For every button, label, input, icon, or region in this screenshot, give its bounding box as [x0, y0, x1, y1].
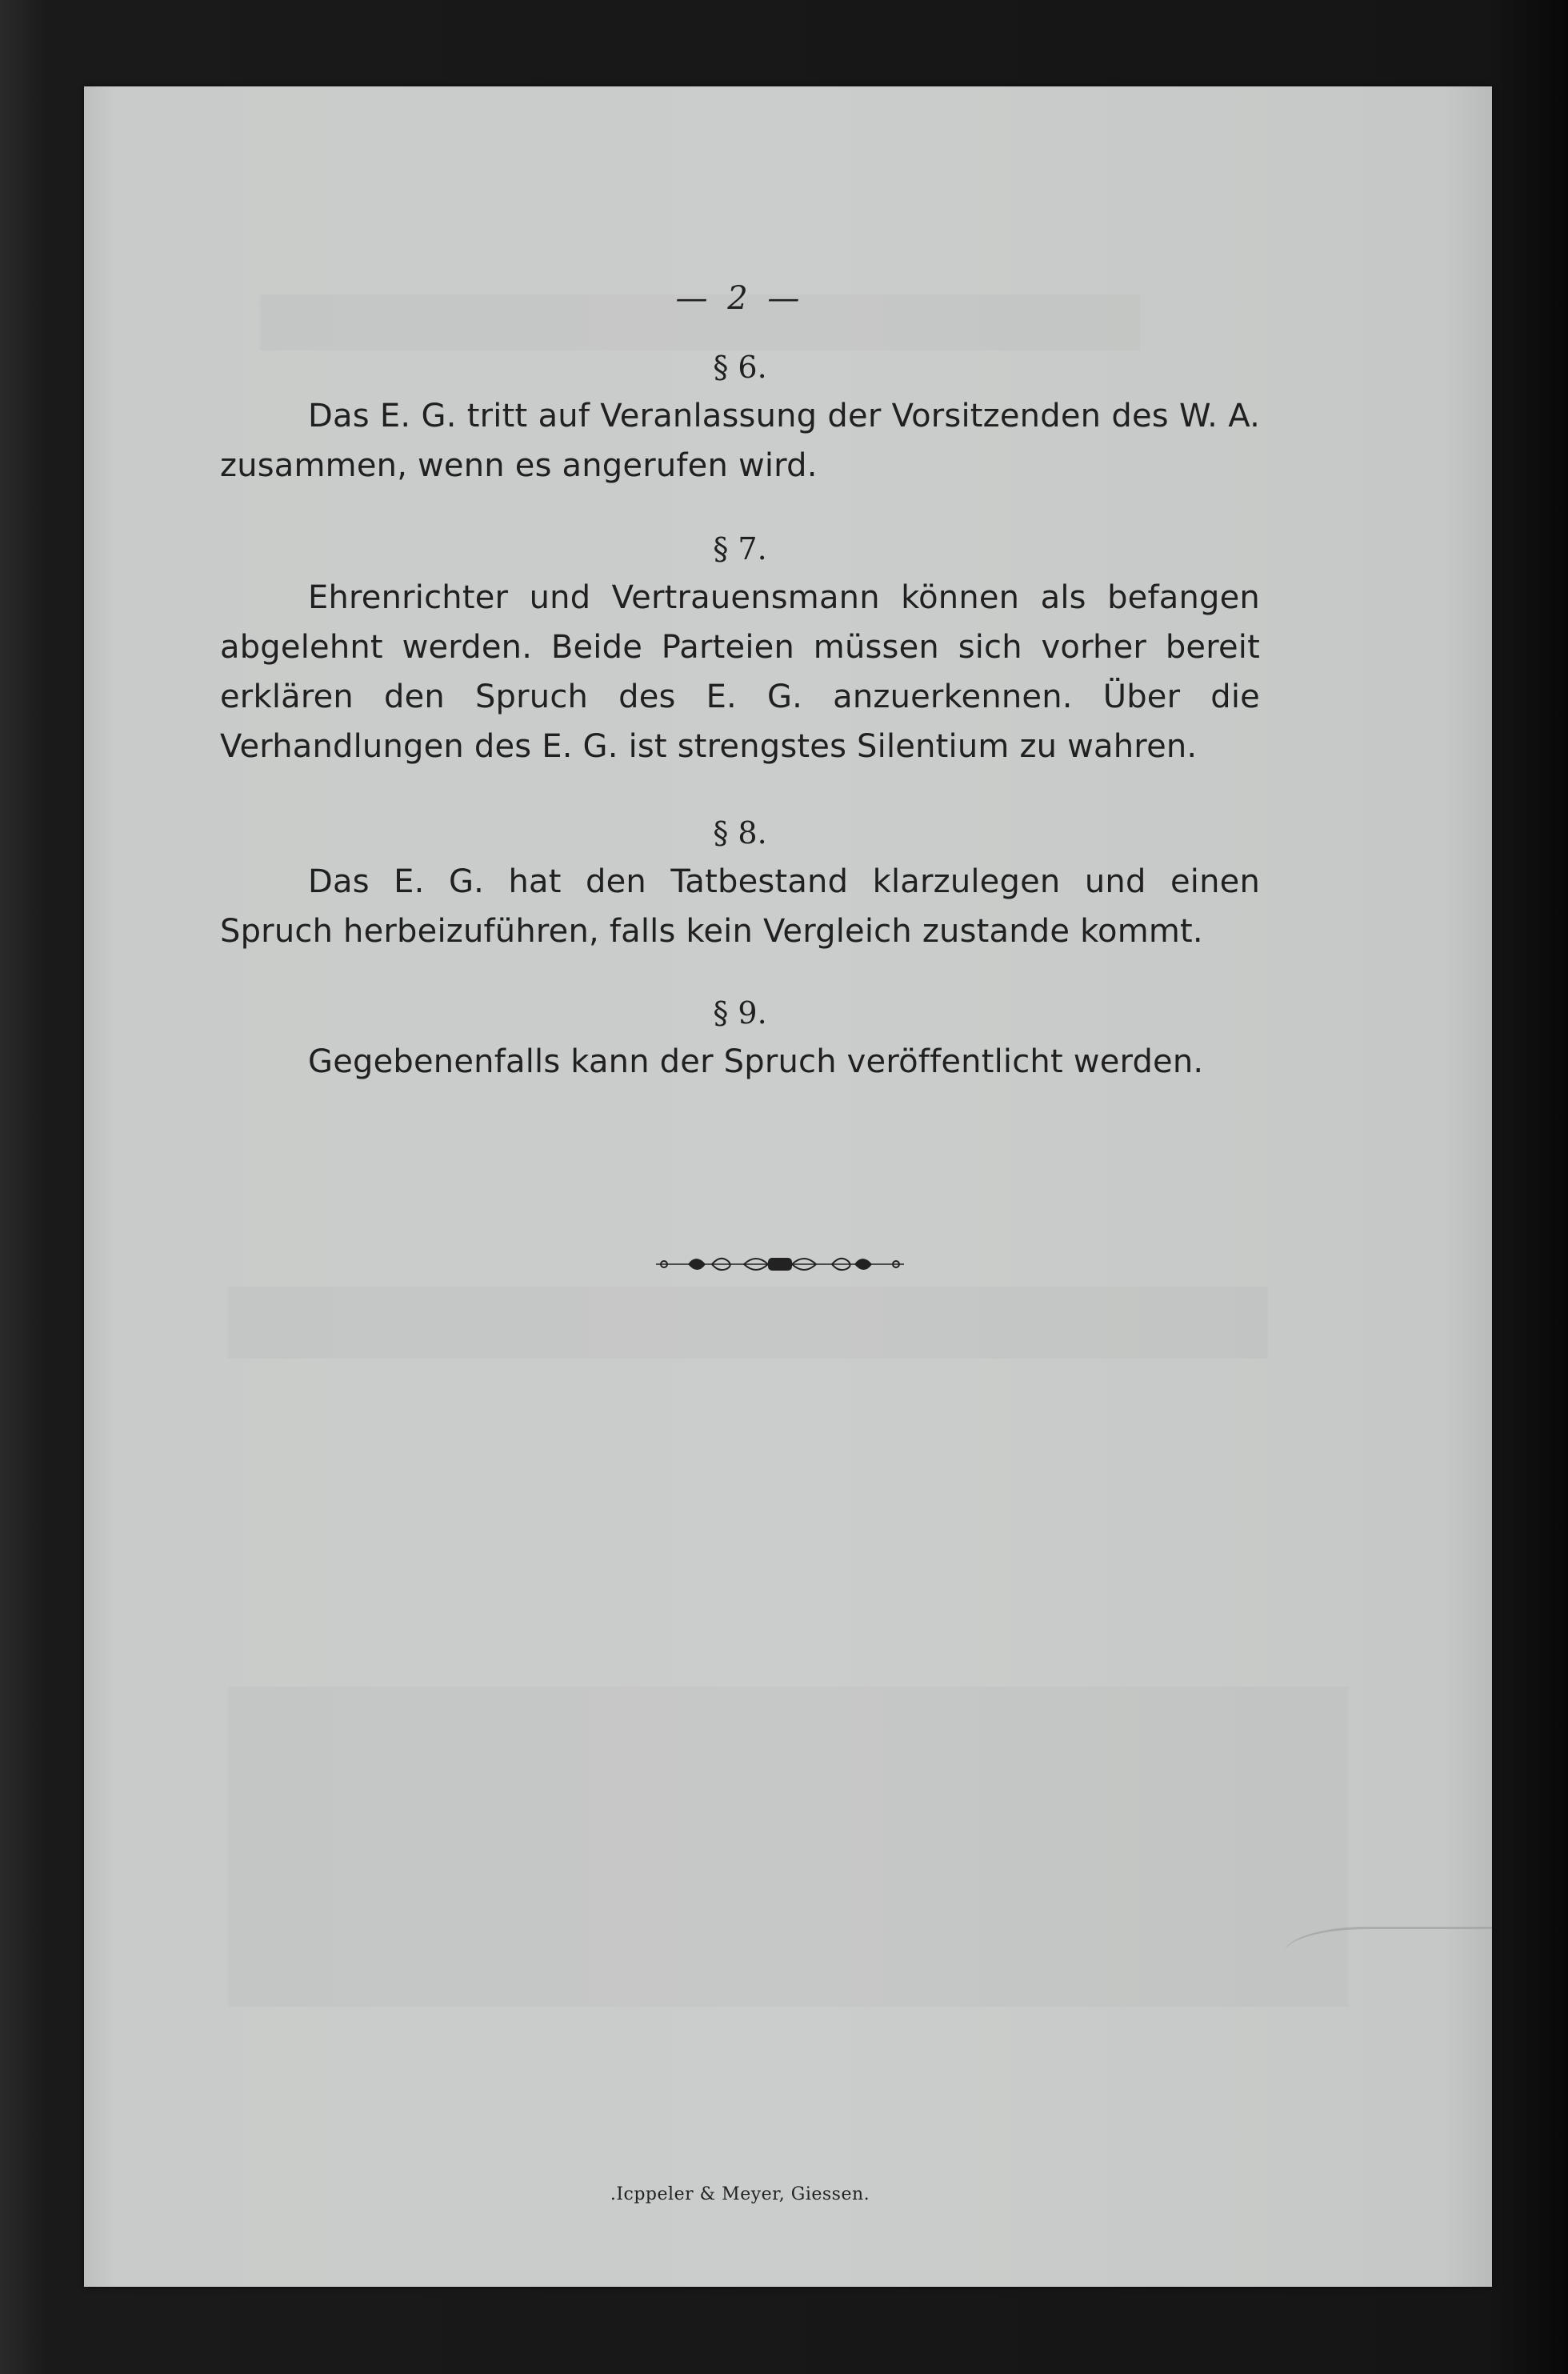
section-heading: § 9.	[713, 995, 767, 1031]
section-paragraph: Ehrenrichter und Vertrauensmann können als befangen abgelehnt werden. Beide Parteien müssen sich vorher bereit erklären den Spruch des E. G. anzuerkennen. Über die Verhandlungen des E. G. ist strengstes Silentium zu wahren.	[220, 579, 1260, 765]
section-paragraph: Das E. G. tritt auf Veranlassung der Vorsitzenden des W. A. zusammen, wenn es angerufen wird.	[220, 398, 1260, 484]
section-7	[220, 530, 1260, 771]
section-6	[220, 348, 1260, 490]
decorative-ornament-icon	[656, 1248, 904, 1280]
printer-imprint: .Icppeler & Meyer, Giessen.	[610, 2184, 870, 2204]
bleed-through-shadow	[228, 1687, 1348, 2007]
paper-tear	[1284, 1927, 1492, 1993]
page-number: — 2 —	[675, 280, 805, 317]
section-8	[220, 814, 1260, 956]
section-heading: § 7.	[713, 531, 767, 566]
section-paragraph: Gegebenenfalls kann der Spruch veröffentlicht werden.	[308, 1043, 1204, 1080]
section-9	[220, 994, 1260, 1087]
section-heading: § 6.	[713, 350, 767, 385]
section-paragraph: Das E. G. hat den Tatbestand klarzulegen und einen Spruch herbeizuführen, falls kein Vergleich zustande kommt.	[220, 863, 1260, 950]
bleed-through-shadow	[228, 1287, 1268, 1359]
section-heading: § 8.	[713, 815, 767, 851]
